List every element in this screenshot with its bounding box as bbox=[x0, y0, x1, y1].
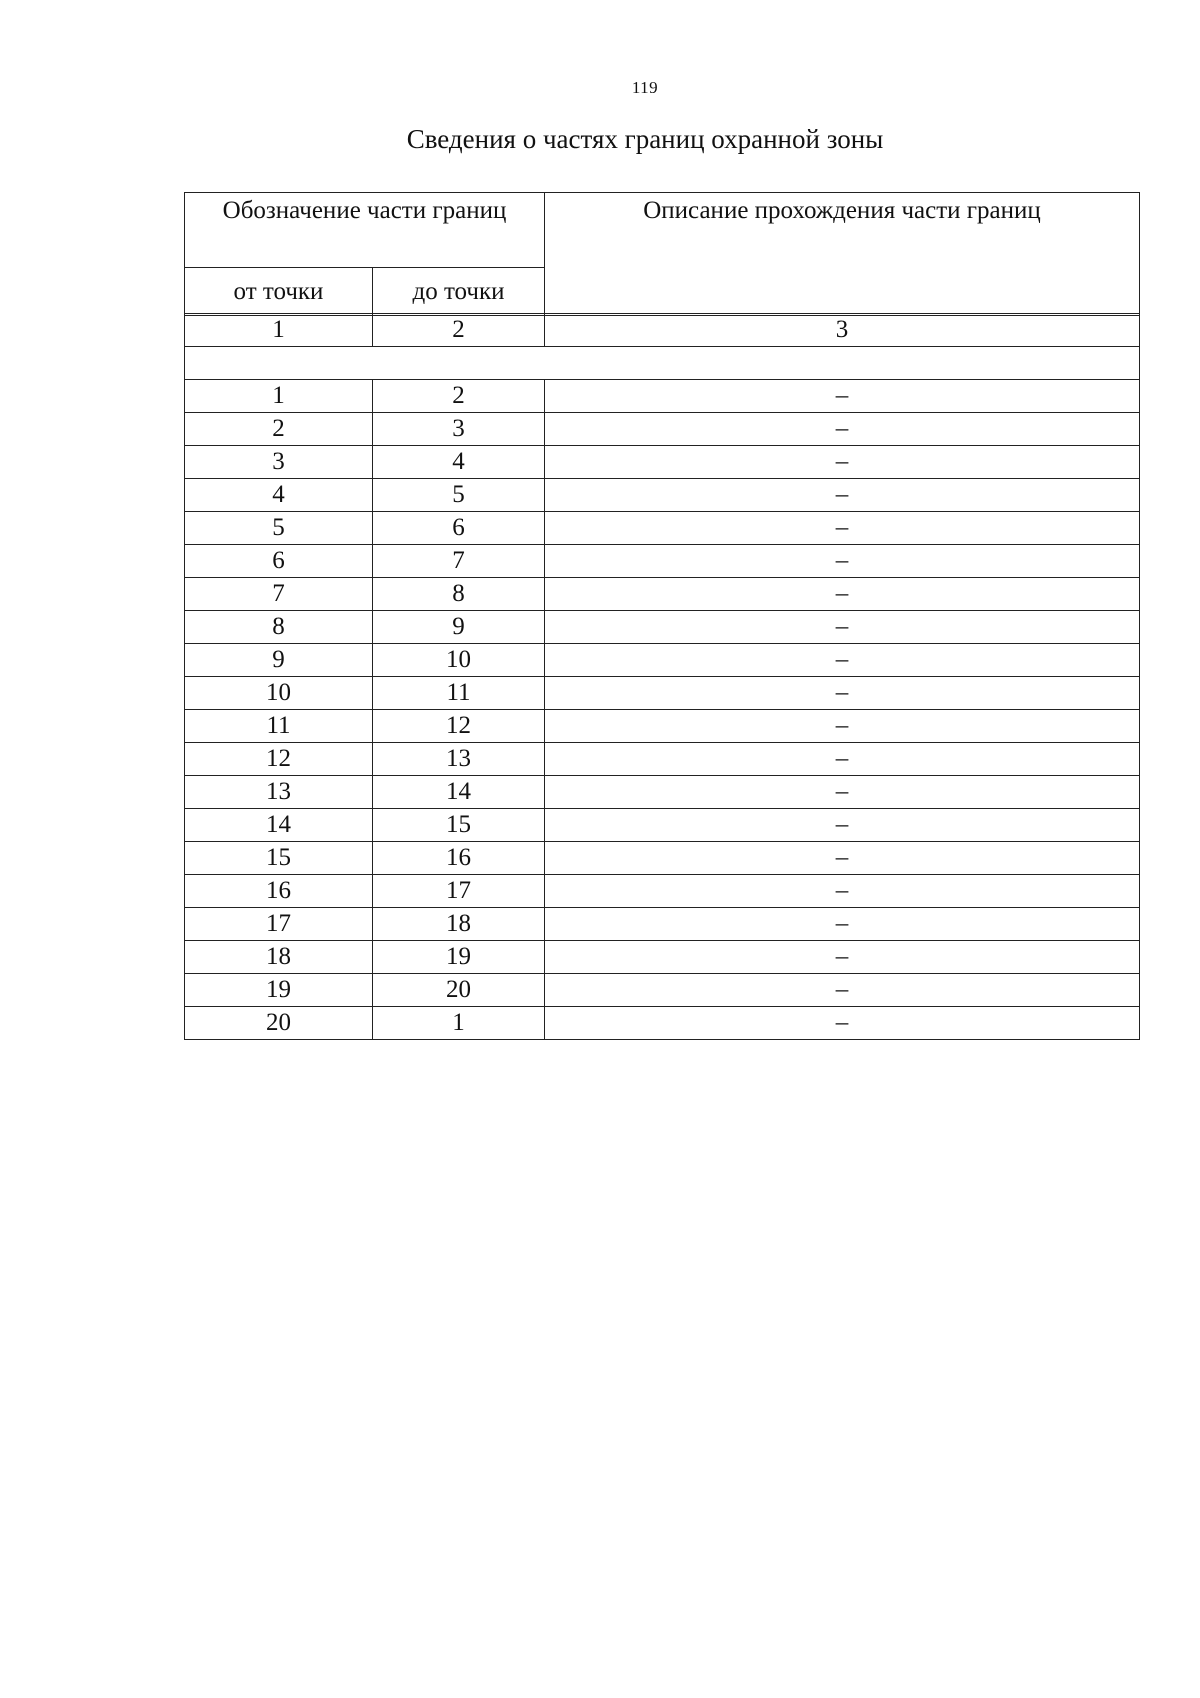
table-row bbox=[185, 1007, 1140, 1040]
description-cell: – bbox=[545, 908, 1140, 941]
document-title: Сведения о частях границ охранной зоны bbox=[406, 124, 884, 154]
from-point-cell: 12 bbox=[185, 743, 373, 776]
empty-cell bbox=[185, 347, 1140, 380]
description-cell: – bbox=[545, 743, 1140, 776]
to-point-cell: 6 bbox=[373, 512, 545, 545]
to-point-cell: 15 bbox=[373, 809, 545, 842]
to-point-cell: 17 bbox=[373, 875, 545, 908]
table-row bbox=[185, 776, 1140, 809]
to-point-cell: 20 bbox=[373, 974, 545, 1007]
column-number-row bbox=[185, 314, 1140, 347]
from-point-cell: 15 bbox=[185, 842, 373, 875]
from-point-cell: 10 bbox=[185, 677, 373, 710]
from-point-cell: 18 bbox=[185, 941, 373, 974]
table-row bbox=[185, 413, 1140, 446]
header-to-point: до точки bbox=[373, 268, 545, 316]
table-row bbox=[185, 512, 1140, 545]
from-point-cell: 6 bbox=[185, 545, 373, 578]
from-point-cell: 2 bbox=[185, 413, 373, 446]
from-point-cell: 5 bbox=[185, 512, 373, 545]
description-cell: – bbox=[545, 446, 1140, 479]
to-point-cell: 8 bbox=[373, 578, 545, 611]
column-number: 3 bbox=[545, 314, 1140, 347]
to-point-cell: 10 bbox=[373, 644, 545, 677]
description-cell: – bbox=[545, 677, 1140, 710]
description-cell: – bbox=[545, 776, 1140, 809]
boundary-parts-table bbox=[184, 313, 1140, 1040]
table-row bbox=[185, 611, 1140, 644]
description-cell: – bbox=[545, 644, 1140, 677]
from-point-cell: 7 bbox=[185, 578, 373, 611]
to-point-cell: 12 bbox=[373, 710, 545, 743]
to-point-cell: 18 bbox=[373, 908, 545, 941]
header-boundary-part-designation: Обозначение части границ bbox=[185, 193, 545, 268]
from-point-cell: 14 bbox=[185, 809, 373, 842]
table-row bbox=[185, 380, 1140, 413]
table-row bbox=[185, 446, 1140, 479]
from-point-cell: 8 bbox=[185, 611, 373, 644]
empty-section-row bbox=[185, 347, 1140, 380]
from-point-cell: 3 bbox=[185, 446, 373, 479]
column-number: 1 bbox=[185, 314, 373, 347]
description-cell: – bbox=[545, 545, 1140, 578]
table-row bbox=[185, 743, 1140, 776]
to-point-cell: 11 bbox=[373, 677, 545, 710]
from-point-cell: 20 bbox=[185, 1007, 373, 1040]
from-point-cell: 4 bbox=[185, 479, 373, 512]
to-point-cell: 4 bbox=[373, 446, 545, 479]
to-point-cell: 9 bbox=[373, 611, 545, 644]
from-point-cell: 17 bbox=[185, 908, 373, 941]
table-row bbox=[185, 875, 1140, 908]
description-cell: – bbox=[545, 941, 1140, 974]
to-point-cell: 14 bbox=[373, 776, 545, 809]
table-row bbox=[185, 809, 1140, 842]
table-row bbox=[185, 479, 1140, 512]
header-boundary-part-description: Описание прохождения части границ bbox=[545, 193, 1140, 316]
description-cell: – bbox=[545, 809, 1140, 842]
to-point-cell: 7 bbox=[373, 545, 545, 578]
table-row bbox=[185, 578, 1140, 611]
description-cell: – bbox=[545, 611, 1140, 644]
from-point-cell: 9 bbox=[185, 644, 373, 677]
to-point-cell: 13 bbox=[373, 743, 545, 776]
description-cell: – bbox=[545, 842, 1140, 875]
from-point-cell: 16 bbox=[185, 875, 373, 908]
description-cell: – bbox=[545, 1007, 1140, 1040]
table-row bbox=[185, 710, 1140, 743]
description-cell: – bbox=[545, 479, 1140, 512]
header-from-point: от точки bbox=[185, 268, 373, 316]
from-point-cell: 11 bbox=[185, 710, 373, 743]
table-row bbox=[185, 941, 1140, 974]
table-row bbox=[185, 974, 1140, 1007]
table-row bbox=[185, 677, 1140, 710]
description-cell: – bbox=[545, 578, 1140, 611]
to-point-cell: 1 bbox=[373, 1007, 545, 1040]
from-point-cell: 19 bbox=[185, 974, 373, 1007]
table-row bbox=[185, 908, 1140, 941]
description-cell: – bbox=[545, 875, 1140, 908]
to-point-cell: 19 bbox=[373, 941, 545, 974]
column-number: 2 bbox=[373, 314, 545, 347]
description-cell: – bbox=[545, 974, 1140, 1007]
table-row bbox=[185, 545, 1140, 578]
description-cell: – bbox=[545, 710, 1140, 743]
from-point-cell: 13 bbox=[185, 776, 373, 809]
from-point-cell: 1 bbox=[185, 380, 373, 413]
description-cell: – bbox=[545, 380, 1140, 413]
to-point-cell: 2 bbox=[373, 380, 545, 413]
to-point-cell: 16 bbox=[373, 842, 545, 875]
page-number: 119 bbox=[631, 78, 659, 97]
table-row bbox=[185, 842, 1140, 875]
boundary-parts-header-table bbox=[184, 192, 1140, 316]
description-cell: – bbox=[545, 512, 1140, 545]
to-point-cell: 3 bbox=[373, 413, 545, 446]
to-point-cell: 5 bbox=[373, 479, 545, 512]
description-cell: – bbox=[545, 413, 1140, 446]
table-row bbox=[185, 644, 1140, 677]
